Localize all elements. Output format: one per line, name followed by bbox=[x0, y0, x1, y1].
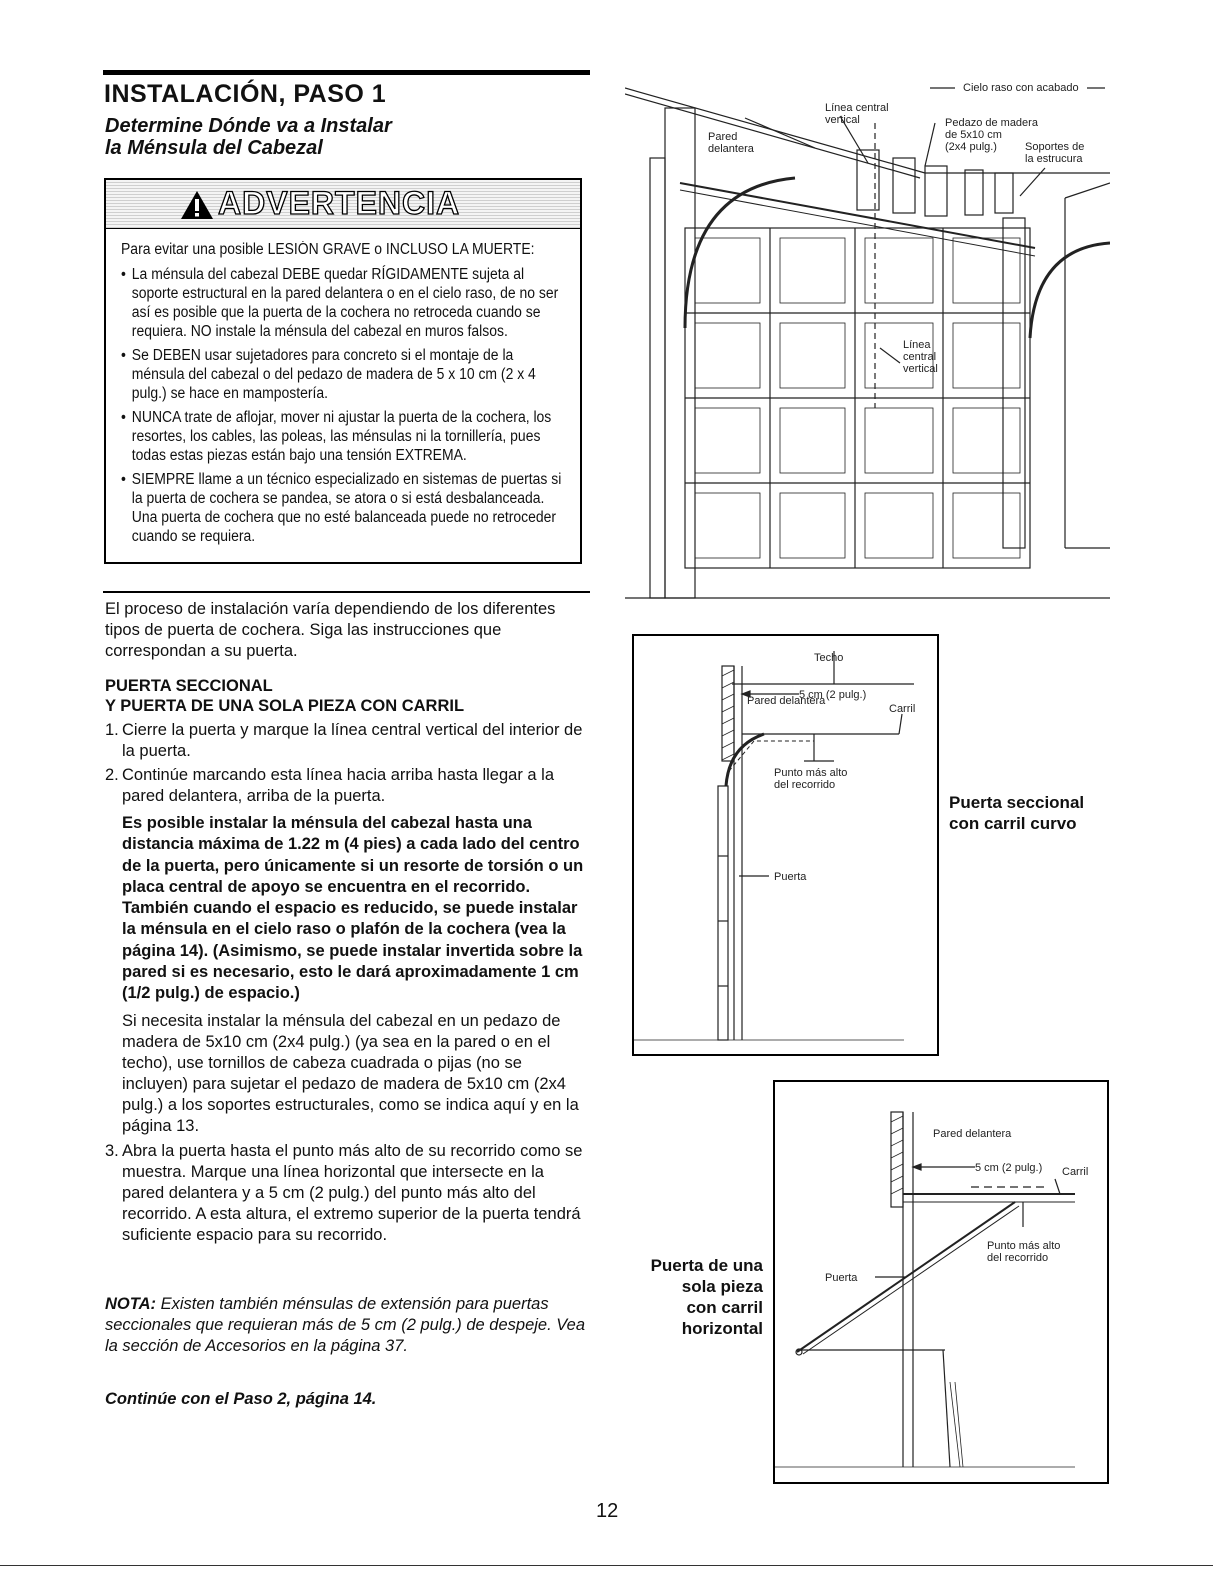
one-piece-door-diagram-box bbox=[773, 1080, 1109, 1484]
sectional-door-diagram-box bbox=[632, 634, 939, 1056]
label-supports-2: la estrucura bbox=[1025, 153, 1083, 165]
label-rail: Carril bbox=[1062, 1166, 1089, 1178]
section-heading-line-2: Y PUERTA DE UNA SOLA PIEZA CON CARRIL bbox=[105, 697, 465, 715]
label-high-2: del recorrido bbox=[987, 1252, 1049, 1264]
one-piece-door-diagram bbox=[775, 1082, 1107, 1482]
sectional-door-diagram bbox=[634, 636, 937, 1054]
subtitle-line-1: Determine Dónde va a Instalar bbox=[105, 115, 392, 137]
subtitle-line-2: la Ménsula del Cabezal bbox=[105, 137, 323, 159]
continue-text: Continúe con el Paso 2, página 14. bbox=[105, 1390, 377, 1408]
label-wood-3: (2x4 pulg.) bbox=[945, 141, 997, 153]
warning-bullet: • SIEMPRE llame a un técnico especializado en sistemas de puertas si la puerta de cochera se pandea, se atora o si está desbalanceada. Una puerta de cochera que no esté balanceada puede no retroceder cuando se requiera. bbox=[121, 470, 567, 546]
section-heading bbox=[105, 676, 589, 716]
step-3 bbox=[105, 1141, 589, 1246]
footer-rule bbox=[0, 1565, 1213, 1566]
label-rail: Carril bbox=[889, 703, 916, 715]
warning-list bbox=[121, 265, 567, 546]
warning-heading: ADVERTENCIA bbox=[218, 185, 461, 221]
one-piece-caption-line-2: sola pieza bbox=[681, 1277, 763, 1296]
section-heading-line-1: PUERTA SECCIONAL bbox=[105, 677, 273, 695]
warning-triangle-icon bbox=[180, 190, 214, 220]
step-2-text: Continúe marcando esta línea hacia arriba hasta llegar a la pared delantera, arriba de la puerta. bbox=[122, 766, 555, 805]
label-wall: Pared delantera bbox=[933, 1128, 1012, 1140]
step-number: 3. bbox=[105, 1141, 119, 1160]
warning-box bbox=[104, 178, 582, 564]
label-wood-2: de 5x10 cm bbox=[945, 129, 1002, 141]
step-2 bbox=[105, 765, 589, 807]
label-high-2: del recorrido bbox=[774, 779, 836, 791]
garage-door-illustration bbox=[625, 78, 1110, 606]
label-door: Puerta bbox=[774, 871, 807, 883]
label-wall: Pared delantera bbox=[747, 695, 826, 707]
sectional-caption-line-1: Puerta seccional bbox=[949, 793, 1085, 812]
label-supports-1: Soportes de bbox=[1025, 141, 1085, 153]
label-high-1: Punto más alto bbox=[774, 767, 848, 779]
label-line-2: central bbox=[903, 351, 937, 363]
label-wall-2: delantera bbox=[708, 143, 754, 155]
label-line-3: vertical bbox=[903, 363, 938, 375]
step-1 bbox=[105, 720, 589, 762]
one-piece-caption-line-3: con carril bbox=[686, 1298, 763, 1317]
label-high-1: Punto más alto bbox=[987, 1240, 1061, 1252]
intro-paragraph: El proceso de instalación varía dependiendo de los diferentes tipos de puerta de cochera. Siga las instrucciones que correspondan a su puerta. bbox=[105, 600, 556, 660]
label-centerline-1: Línea central bbox=[825, 102, 889, 114]
one-piece-caption-line-1: Puerta de una bbox=[650, 1256, 763, 1275]
warning-bullet: • La ménsula del cabezal DEBE quedar RÍGIDAMENTE sujeta al soporte estructural en la pared delantera o en el cielo raso, de no ser así es posible que la puerta de la cochera no retroceda cuando se requiera. NO instale la ménsula del cabezal en muros falsos. bbox=[121, 265, 567, 341]
label-gap: 5 cm (2 pulg.) bbox=[799, 689, 867, 701]
page-number: 12 bbox=[596, 1500, 619, 1522]
section-rule bbox=[103, 591, 590, 593]
step-2-extra: Si necesita instalar la ménsula del cabezal en un pedazo de madera de 5x10 cm (2x4 pulg.) (ya sea en la pared o en el techo), use tornillos de cabeza cuadrada o pijas (no se incluyen) para sujetar el pedazo de madera de 5x10 cm (2x4 pulg.) a los soportes estructurales, como se indica aquí y en la página 13. bbox=[122, 1011, 579, 1135]
note-label: NOTA: bbox=[105, 1295, 157, 1313]
warning-bullet: • Se DEBEN usar sujetadores para concreto si el montaje de la ménsula del cabezal o del pedazo de madera de 5 x 10 cm (2 x 4 pulg.) se hace en mampostería. bbox=[121, 346, 567, 403]
page-subtitle bbox=[105, 115, 585, 159]
top-rule bbox=[103, 70, 590, 75]
warning-banner bbox=[106, 180, 580, 229]
one-piece-caption bbox=[630, 1255, 763, 1339]
step-3-text: Abra la puerta hasta el punto más alto de su recorrido como se muestra. Marque una línea horizontal que intersecte en la pared delantera y a 5 cm (2 pulg.) del punto más alto del recorrido. A esta altura, el extremo superior de la puerta tendrá suficiente espacio para su recorrido. bbox=[122, 1141, 583, 1244]
label-wood-1: Pedazo de madera bbox=[945, 117, 1038, 129]
step-1-text: Cierre la puerta y marque la línea central vertical del interior de la puerta. bbox=[122, 721, 583, 760]
label-line-1: Línea bbox=[903, 339, 931, 351]
note-text: Existen también ménsulas de extensión para puertas seccionales que requieran más de 5 cm (2 pulg.) de despeje. Vea la sección de Accesorios en la página 37. bbox=[105, 1295, 586, 1355]
sectional-caption bbox=[949, 792, 1084, 834]
label-centerline-2: vertical bbox=[825, 114, 860, 126]
step-number: 2. bbox=[105, 766, 119, 784]
page-title: INSTALACIÓN, PASO 1 bbox=[104, 80, 387, 108]
step-2-bold-note: Es posible instalar la ménsula del cabezal hasta una distancia máxima de 1.22 m (4 pies) a cada lado del centro de la puerta, pero únicamente si un resorte de torsión o un placa central de apoyo se encuentra en el recorrido. También cuando el espacio es reducido, se puede instalar la ménsula en el cielo raso o plafón de la cochera (vea la página 14). (Asimismo, se puede instalar invertida sobre la pared si es necesario, esto le dará aproximadamente 1 cm (1/2 pulg.) de espacio.) bbox=[122, 814, 584, 1003]
label-door: Puerta bbox=[825, 1272, 858, 1284]
note-paragraph bbox=[105, 1294, 589, 1357]
warning-body bbox=[121, 240, 567, 551]
one-piece-caption-line-4: horizontal bbox=[681, 1319, 763, 1338]
step-number: 1. bbox=[105, 721, 119, 739]
label-wall-1: Pared bbox=[708, 131, 738, 143]
label-gap: 5 cm (2 pulg.) bbox=[975, 1162, 1043, 1174]
warning-bullet: • NUNCA trate de aflojar, mover ni ajustar la puerta de la cochera, los resortes, los cables, las poleas, las ménsulas ni la tornillería, pues todas estas piezas están bajo una tensión EXTREMA. bbox=[121, 408, 567, 465]
steps-list bbox=[105, 720, 589, 1249]
warning-intro: Para evitar una posible LESIÓN GRAVE o INCLUSO LA MUERTE: bbox=[121, 241, 535, 258]
label-ceiling: Techo bbox=[814, 652, 844, 664]
sectional-caption-line-2: con carril curvo bbox=[949, 814, 1077, 833]
label-ceiling: Cielo raso con acabado bbox=[963, 82, 1079, 94]
